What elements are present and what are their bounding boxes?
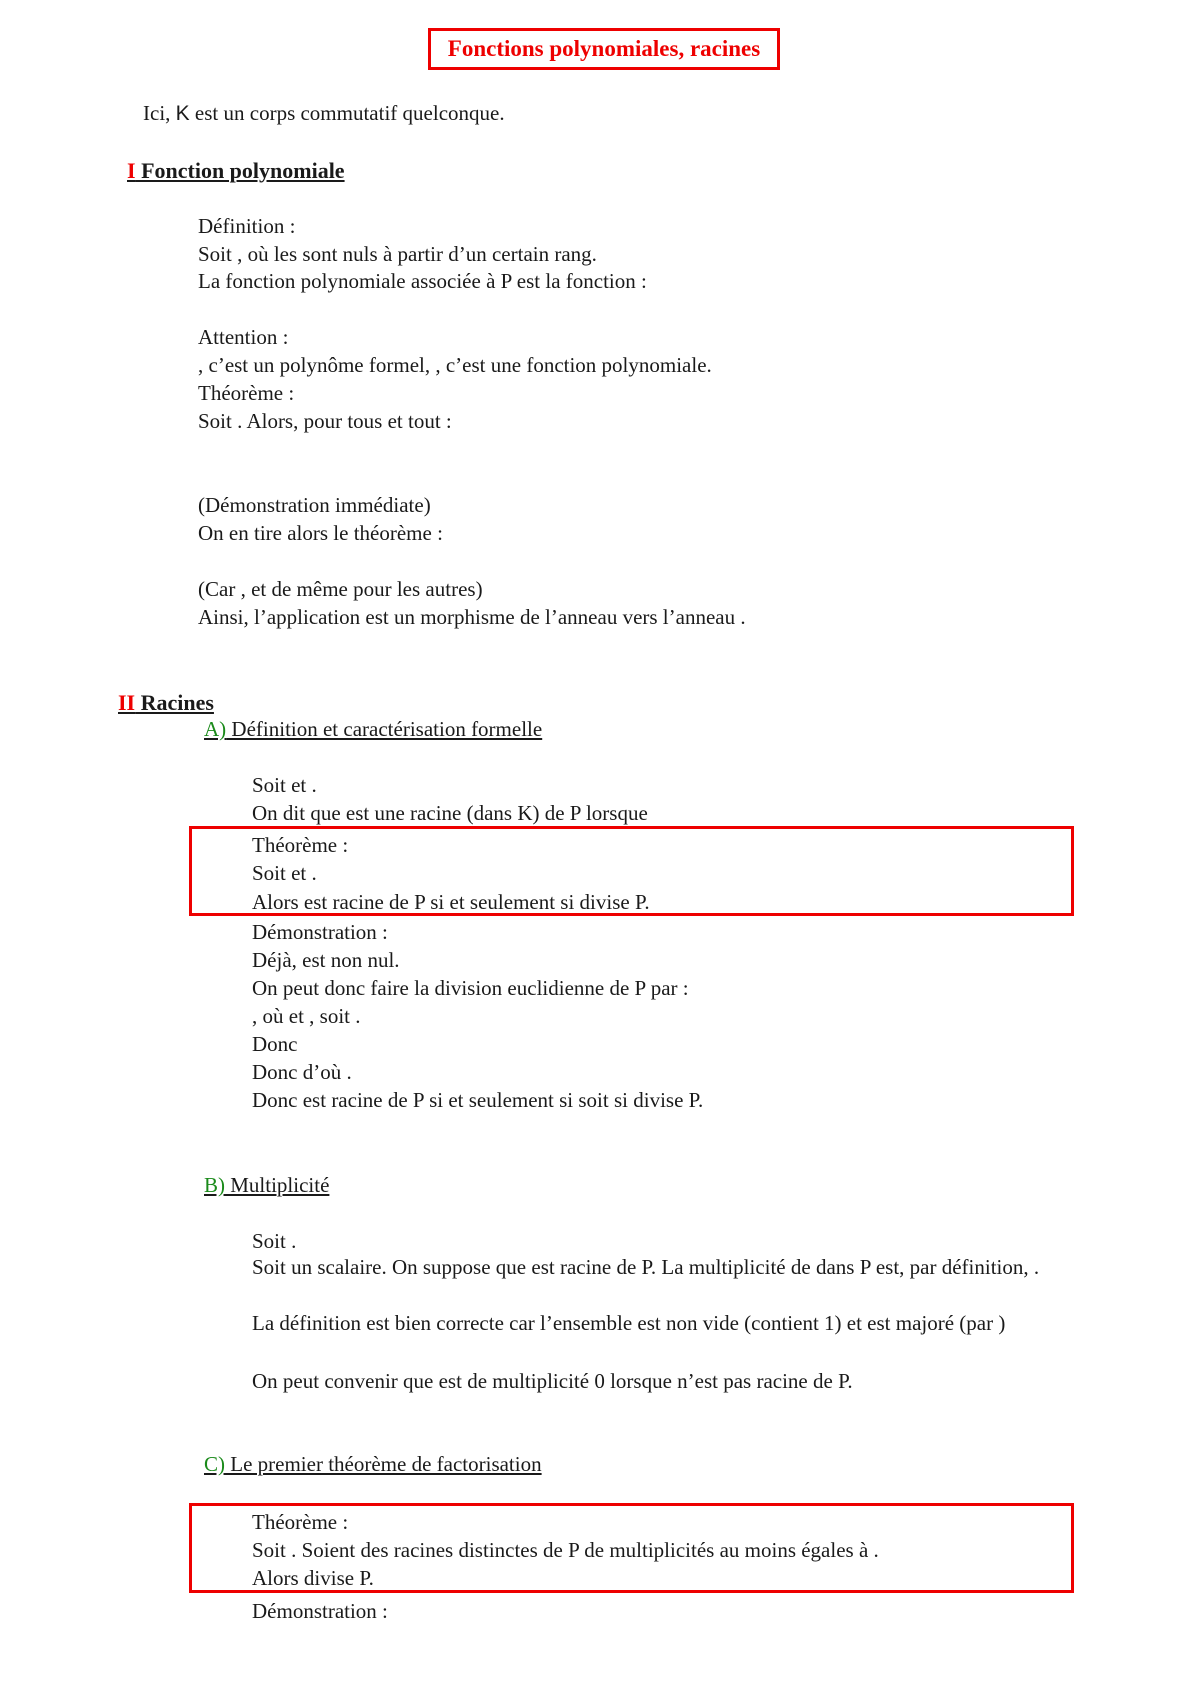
- s1-line-10: Ainsi, l’application est un morphisme de l’anneau vers l’anneau .: [198, 605, 746, 629]
- sb-line-3: On peut convenir que est de multiplicité 0 lorsque n’est pas racine de P.: [252, 1369, 853, 1393]
- s1-line-5: Théorème :: [198, 381, 295, 405]
- sc-line-3: Démonstration :: [252, 1599, 388, 1623]
- sa-line-4: Alors est racine de P si et seulement si divise P.: [252, 890, 650, 914]
- subsection-b-label: Multiplicité: [225, 1173, 330, 1197]
- subsection-c-heading: [204, 1454, 542, 1475]
- s1-line-6: Soit . Alors, pour tous et tout :: [198, 409, 452, 433]
- sa-line-7: On peut donc faire la division euclidienne de P par :: [252, 976, 689, 1000]
- subsection-b-letter: B): [204, 1173, 225, 1197]
- intro-post: est un corps commutatif quelconque.: [189, 101, 505, 125]
- sb-line-0: Soit .: [252, 1229, 297, 1253]
- sa-line-5: Démonstration :: [252, 920, 388, 944]
- intro-line: [143, 103, 505, 124]
- page-title-text: Fonctions polynomiales, racines: [447, 36, 761, 61]
- sa-line-8: , où et , soit .: [252, 1004, 361, 1028]
- intro-pre: Ici,: [143, 101, 176, 125]
- section-1-heading: [127, 160, 345, 182]
- subsection-c-label: Le premier théorème de factorisation: [225, 1452, 542, 1476]
- s1-line-9: (Car , et de même pour les autres): [198, 577, 483, 601]
- sa-line-9: Donc: [252, 1032, 298, 1056]
- sa-line-2: Théorème :: [252, 833, 349, 857]
- section-1-number: I: [127, 158, 136, 183]
- s1-line-7: (Démonstration immédiate): [198, 493, 431, 517]
- subsection-a-label: Définition et caractérisation formelle: [226, 717, 543, 741]
- subsection-a-heading: [204, 719, 542, 740]
- section-1-label: Fonction polynomiale: [135, 158, 345, 183]
- sa-line-0: Soit et .: [252, 773, 317, 797]
- sc-line-1: Soit . Soient des racines distinctes de P de multiplicités au moins égales à .: [252, 1538, 879, 1562]
- sc-line-2: Alors divise P.: [252, 1566, 374, 1590]
- s1-line-0: Définition :: [198, 214, 296, 238]
- sb-line-2: La définition est bien correcte car l’ensemble est non vide (contient 1) et est majoré (par ): [252, 1311, 1006, 1335]
- sa-line-11: Donc est racine de P si et seulement si soit si divise P.: [252, 1088, 704, 1112]
- section-2-number: II: [118, 690, 136, 715]
- sa-line-3: Soit et .: [252, 861, 317, 885]
- sa-line-6: Déjà, est non nul.: [252, 948, 400, 972]
- subsection-c-letter: C): [204, 1452, 225, 1476]
- sa-line-10: Donc d’où .: [252, 1060, 352, 1084]
- sc-line-0: Théorème :: [252, 1510, 349, 1534]
- s1-line-3: Attention :: [198, 325, 289, 349]
- s1-line-8: On en tire alors le théorème :: [198, 521, 443, 545]
- section-2-label: Racines: [135, 690, 214, 715]
- s1-line-4: , c’est un polynôme formel, , c’est une fonction polynomiale.: [198, 353, 712, 377]
- s1-line-2: La fonction polynomiale associée à P est la fonction :: [198, 269, 647, 293]
- sb-line-1: Soit un scalaire. On suppose que est racine de P. La multiplicité de dans P est, par définition, .: [252, 1255, 1040, 1279]
- intro-field-symbol: K: [175, 102, 190, 125]
- subsection-a-letter: A): [204, 717, 227, 741]
- s1-line-1: Soit , où les sont nuls à partir d’un certain rang.: [198, 242, 597, 266]
- section-2-heading: [118, 692, 214, 714]
- page-title: [428, 28, 780, 70]
- subsection-b-heading: [204, 1175, 329, 1196]
- sa-line-1: On dit que est une racine (dans K) de P lorsque: [252, 801, 648, 825]
